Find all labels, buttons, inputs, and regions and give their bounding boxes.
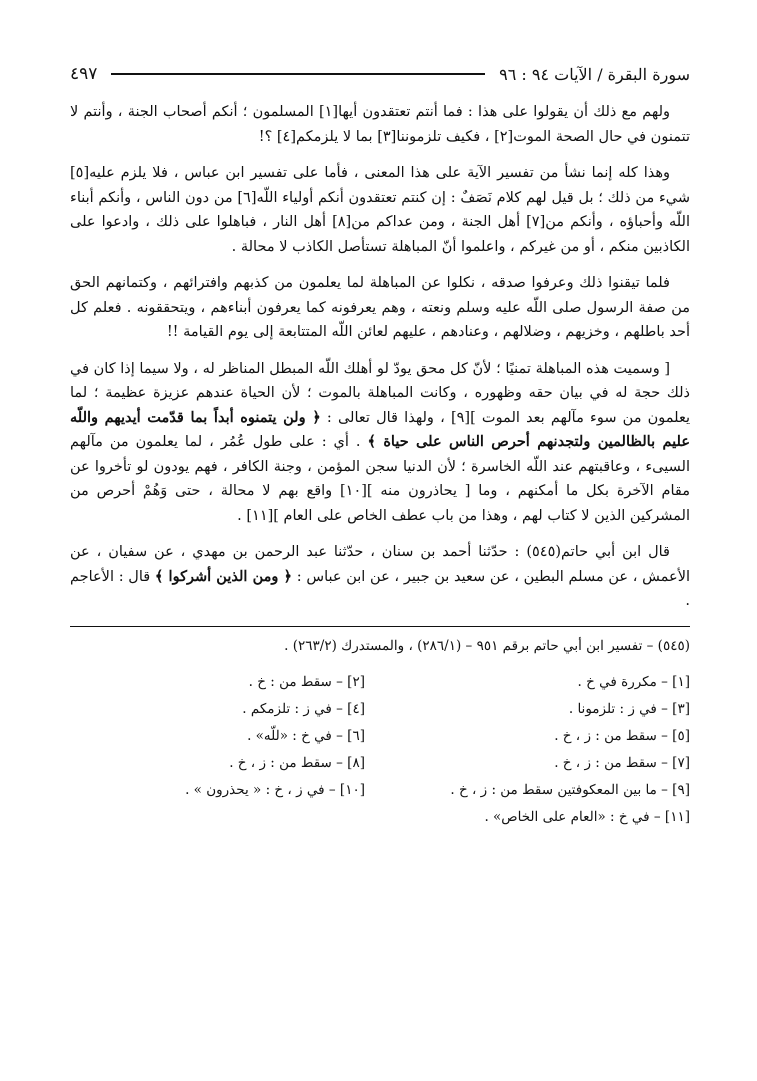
page-number: ٤٩٧: [70, 64, 98, 84]
footnote: [١١] – في خ : «العام على الخاص» .: [484, 808, 690, 825]
surah-title: سورة البقرة / الآيات ٩٤ : ٩٦: [499, 64, 690, 84]
source-footnote: (٥٤٥) – تفسير ابن أبي حاتم برقم ٩٥١ – (٢٨٦/١) ، والمستدرك (٢٦٣/٢) .: [284, 637, 690, 654]
footnote: [١] – مكررة في خ .: [577, 673, 690, 690]
paragraph: [70, 540, 690, 614]
quran-verse: ﴿ ومن الذين أشركوا ﴾: [154, 567, 293, 585]
book-page: [70, 60, 690, 1060]
footnote: [٨] – سقط من : ز ، خ .: [229, 754, 365, 771]
footnote: [٩] – ما بين المعكوفتين سقط من : ز ، خ .: [450, 781, 690, 798]
footnote: [٣] – في ز : تلزمونا .: [568, 700, 690, 717]
main-text: [70, 100, 690, 614]
footnote: [٧] – سقط من : ز ، خ .: [554, 754, 690, 771]
paragraph-text: . أي : على طول عُمُر ، لما يعلمون من مآلهم السيىء ، وعاقبتهم عند اللّه الخاسرة ؛ لأن الدنيا سجن المؤمن ، وجنة الكافر ، فهم يودون لو تأخروا عن مقام الآخرة بكل ما أمكنهم ، وما [ يحاذرون منه ][١٠] واقع بهم لا محالة ، حتى وَهُمْ أحرص من المشركين الذين لا كتاب لهم ، وهذا من باب عطف الخاص على العام ][١١] .: [70, 434, 690, 524]
paragraph: فلما تيقنوا ذلك وعرفوا صدقه ، نكلوا عن المباهلة لما يعلمون من كذبهم وافترائهم ، وكتمانهم الحق من صفة الرسول صلى اللّه عليه وسلم ونعته ، وهم يعرفونه كما يعرفون أبناءهم ، ويتحققونه . فعلم كل أحد باطلهم ، وخزيهم ، وضلالهم ، وعنادهم ، عليهم لعائن اللّه المتتابعة إلى يوم القيامة !!: [70, 275, 690, 340]
paragraph: [70, 357, 690, 529]
header-rule: [111, 73, 485, 75]
paragraph-text: قال : الأعاجم .: [70, 568, 690, 609]
paragraph: وهذا كله إنما نشأ من تفسير الآية على هذا المعنى ، فأما على تفسير ابن عباس ، فلا يلزم عليه[٥] شيء من ذلك ؛ بل قيل لهم كلام نَصَفٌ : إن كنتم تعتقدون أنكم أولياء اللّه[٦] من دون الناس ، وأنكم أبناء اللّه وأحباؤه ، وأنكم من[٧] أهل الجنة ، ومن عداكم من[٨] أهل النار ، فباهلوا على ذلك ، وادعوا على الكاذبين منكم ، أو من غيركم ، واعلموا أنّ المباهلة تستأصل الكاذب لا محالة .: [70, 165, 690, 255]
running-header: [70, 60, 690, 88]
footnote: [٦] – في خ : «للّه» .: [247, 727, 365, 744]
footnote: [٢] – سقط من : خ .: [248, 673, 365, 690]
footnote: [٥] – سقط من : ز ، خ .: [554, 727, 690, 744]
paragraph-text: [ وسميت هذه المباهلة تمنيًا ؛ لأنّ كل محق يودّ لو أهلك اللّه المبطل المناظر له ، ولا سيما إذا كان في ذلك حجة له في بيان حقه وظهوره ، وكانت المباهلة بالموت ؛ لأن الحياة عندهم عزيزة عظيمة ؛ لما يعلمون من سوء مآلهم بعد الموت ][٩] ، ولهذا قال تعالى :: [70, 360, 690, 426]
footnote-separator: [70, 626, 690, 627]
footnote: [٤] – في ز : تلزمكم .: [242, 700, 365, 717]
paragraph-text: قال ابن أبي حاتم(٥٤٥) : حدّثنا أحمد بن سنان ، حدّثنا عبد الرحمن بن مهدي ، عن سفيان ، عن الأعمش ، عن مسلم البطين ، عن سعيد بن جبير ، عن ابن عباس :: [70, 544, 690, 585]
quran-verse: ﴿ ولن يتمنوه أبداً بما قدّمت أيديهم واللّه عليم بالظالمين ولتجدنهم أحرص الناس على حياة ﴾: [70, 408, 691, 450]
textual-notes: [70, 669, 690, 830]
footnote: [١٠] – في ز ، خ : « يحذرون » .: [185, 781, 365, 798]
paragraph: ولهم مع ذلك أن يقولوا على هذا : فما أنتم تعتقدون أيها[١] المسلمون ؛ أنكم أصحاب الجنة ، وأنتم لا تتمنون في حال الصحة الموت[٢] ، فكيف تلزموننا[٣] بما لا يلزمكم[٤] ؟!: [70, 104, 690, 145]
